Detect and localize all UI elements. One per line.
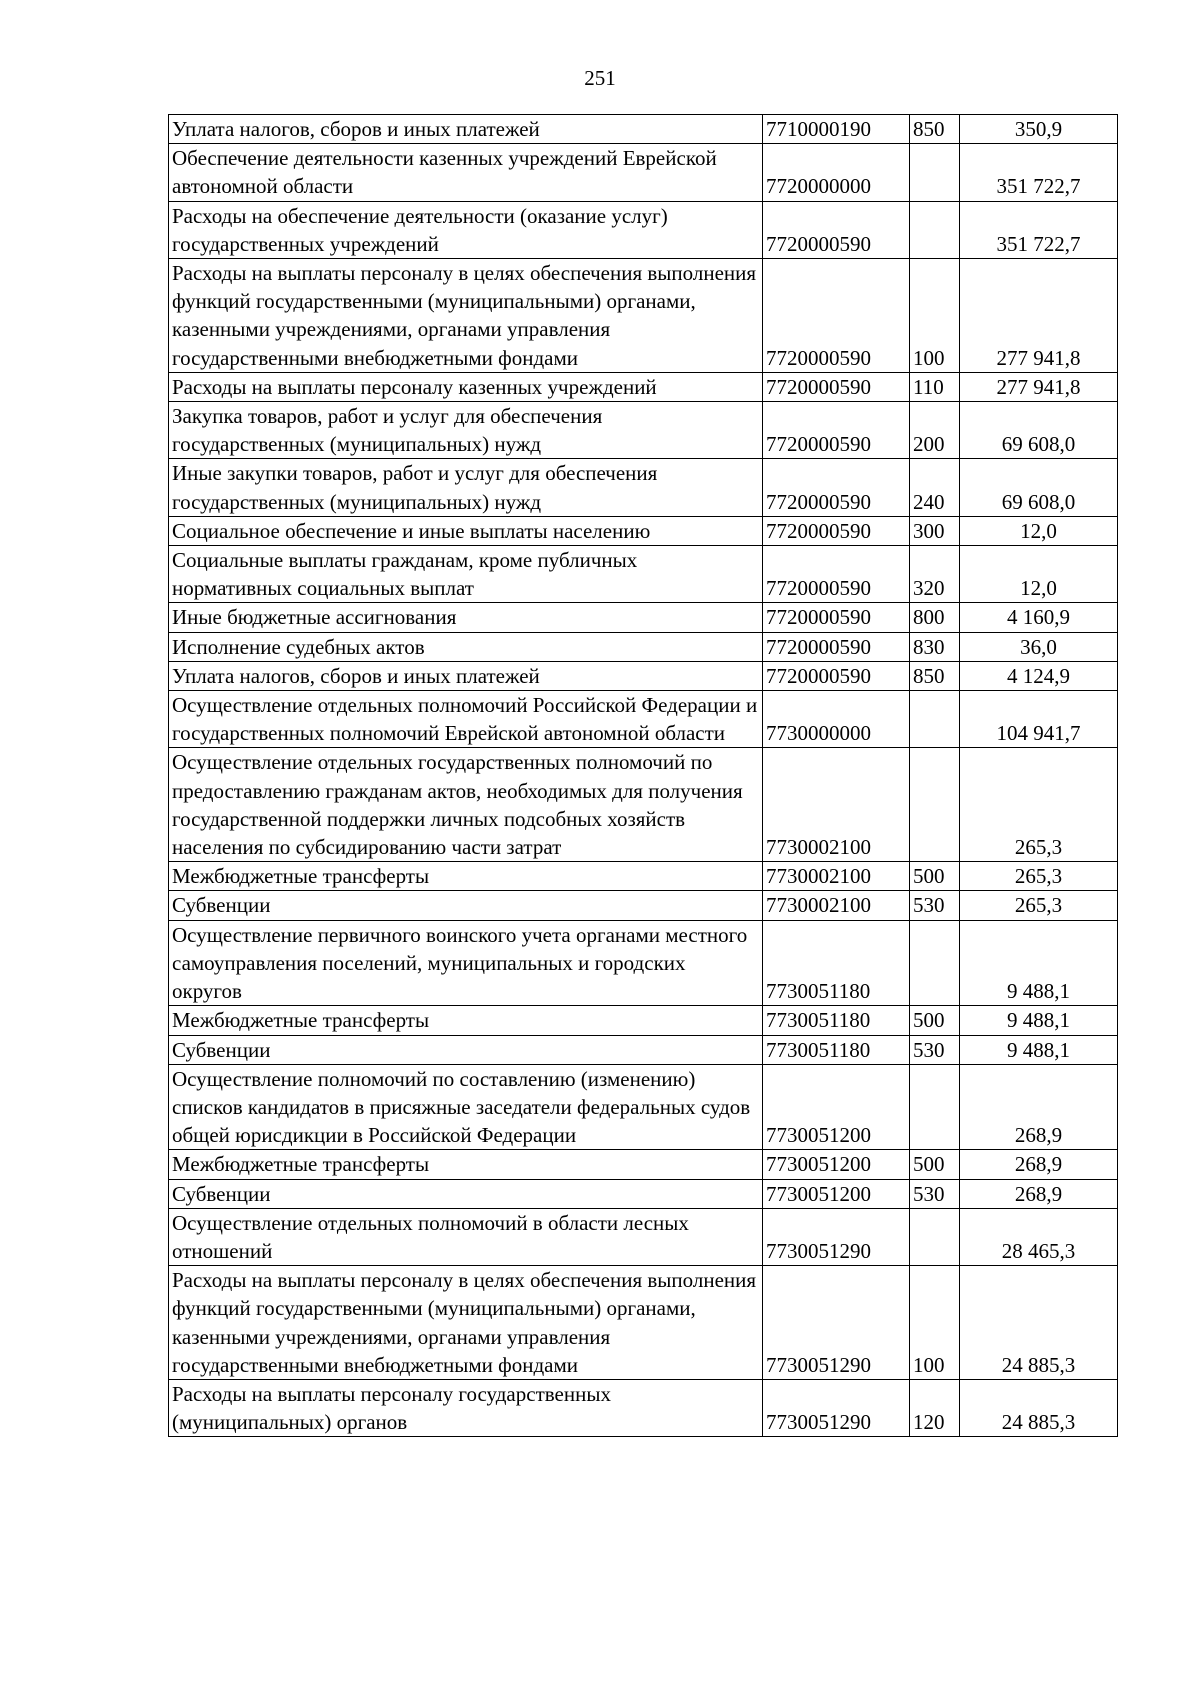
expense-name-cell: Исполнение судебных актов — [169, 632, 763, 661]
expense-name-cell: Иные бюджетные ассигнования — [169, 603, 763, 632]
expense-type-code-cell: 500 — [910, 862, 960, 891]
table-row — [169, 1035, 1118, 1064]
amount-cell: 4 124,9 — [960, 661, 1118, 690]
expense-type-code-cell: 500 — [910, 1150, 960, 1179]
amount-cell: 350,9 — [960, 115, 1118, 144]
expense-type-code-cell: 110 — [910, 372, 960, 401]
amount-cell: 265,3 — [960, 862, 1118, 891]
expense-name-cell: Межбюджетные трансферты — [169, 1006, 763, 1035]
target-article-code-cell: 7730051290 — [763, 1208, 910, 1265]
target-article-code-cell: 7720000590 — [763, 661, 910, 690]
table-row — [169, 1179, 1118, 1208]
expense-type-code-cell: 850 — [910, 661, 960, 690]
table-row — [169, 891, 1118, 920]
table-row — [169, 1266, 1118, 1380]
expense-type-code-cell — [910, 201, 960, 258]
amount-cell: 277 941,8 — [960, 372, 1118, 401]
expense-name-cell: Расходы на выплаты персоналу в целях обеспечения выполнения функций государственными (муниципальными) органами, казенными учреждениями, органами управления государственными внебюджетными фондами — [169, 259, 763, 373]
expense-name-cell: Осуществление полномочий по составлению (изменению) списков кандидатов в присяжные заседатели федеральных судов общей юрисдикции в Российской Федерации — [169, 1064, 763, 1150]
budget-table-body — [169, 115, 1118, 1437]
table-row — [169, 632, 1118, 661]
table-row — [169, 920, 1118, 1006]
expense-type-code-cell: 300 — [910, 516, 960, 545]
expense-name-cell: Осуществление отдельных полномочий в области лесных отношений — [169, 1208, 763, 1265]
amount-cell: 351 722,7 — [960, 201, 1118, 258]
table-row — [169, 603, 1118, 632]
expense-name-cell: Расходы на выплаты персоналу казенных учреждений — [169, 372, 763, 401]
expense-name-cell: Социальные выплаты гражданам, кроме публичных нормативных социальных выплат — [169, 546, 763, 603]
table-row — [169, 862, 1118, 891]
target-article-code-cell: 7730051290 — [763, 1379, 910, 1436]
expense-name-cell: Закупка товаров, работ и услуг для обеспечения государственных (муниципальных) нужд — [169, 402, 763, 459]
expense-type-code-cell — [910, 144, 960, 201]
amount-cell: 24 885,3 — [960, 1379, 1118, 1436]
amount-cell: 265,3 — [960, 748, 1118, 862]
amount-cell: 12,0 — [960, 546, 1118, 603]
expense-type-code-cell: 530 — [910, 1179, 960, 1208]
budget-table — [168, 114, 1118, 1437]
amount-cell: 265,3 — [960, 891, 1118, 920]
target-article-code-cell: 7730002100 — [763, 748, 910, 862]
amount-cell: 69 608,0 — [960, 402, 1118, 459]
amount-cell: 268,9 — [960, 1064, 1118, 1150]
expense-type-code-cell: 850 — [910, 115, 960, 144]
target-article-code-cell: 7730051200 — [763, 1150, 910, 1179]
expense-type-code-cell — [910, 920, 960, 1006]
target-article-code-cell: 7720000590 — [763, 516, 910, 545]
amount-cell: 9 488,1 — [960, 1035, 1118, 1064]
expense-name-cell: Расходы на выплаты персоналу в целях обеспечения выполнения функций государственными (муниципальными) органами, казенными учреждениями, органами управления государственными внебюджетными фондами — [169, 1266, 763, 1380]
expense-type-code-cell: 800 — [910, 603, 960, 632]
expense-name-cell: Обеспечение деятельности казенных учреждений Еврейской автономной области — [169, 144, 763, 201]
target-article-code-cell: 7730051180 — [763, 1035, 910, 1064]
target-article-code-cell: 7720000590 — [763, 546, 910, 603]
expense-name-cell: Осуществление отдельных полномочий Российской Федерации и государственных полномочий Еврейской автономной области — [169, 691, 763, 748]
expense-name-cell: Субвенции — [169, 1035, 763, 1064]
expense-name-cell: Уплата налогов, сборов и иных платежей — [169, 115, 763, 144]
target-article-code-cell: 7720000590 — [763, 459, 910, 516]
target-article-code-cell: 7730000000 — [763, 691, 910, 748]
expense-name-cell: Расходы на обеспечение деятельности (оказание услуг) государственных учреждений — [169, 201, 763, 258]
target-article-code-cell: 7730051200 — [763, 1179, 910, 1208]
expense-name-cell: Межбюджетные трансферты — [169, 862, 763, 891]
expense-type-code-cell — [910, 691, 960, 748]
expense-type-code-cell — [910, 1208, 960, 1265]
expense-name-cell: Субвенции — [169, 1179, 763, 1208]
amount-cell: 104 941,7 — [960, 691, 1118, 748]
expense-name-cell: Субвенции — [169, 891, 763, 920]
expense-name-cell: Социальное обеспечение и иные выплаты населению — [169, 516, 763, 545]
expense-type-code-cell — [910, 748, 960, 862]
table-row — [169, 115, 1118, 144]
amount-cell: 277 941,8 — [960, 259, 1118, 373]
amount-cell: 9 488,1 — [960, 1006, 1118, 1035]
table-row — [169, 516, 1118, 545]
expense-name-cell: Осуществление первичного воинского учета органами местного самоуправления поселений, муниципальных и городских округов — [169, 920, 763, 1006]
table-row — [169, 748, 1118, 862]
expense-name-cell: Расходы на выплаты персоналу государственных (муниципальных) органов — [169, 1379, 763, 1436]
expense-type-code-cell: 200 — [910, 402, 960, 459]
expense-type-code-cell: 240 — [910, 459, 960, 516]
expense-type-code-cell: 100 — [910, 1266, 960, 1380]
table-row — [169, 1006, 1118, 1035]
amount-cell: 28 465,3 — [960, 1208, 1118, 1265]
amount-cell: 4 160,9 — [960, 603, 1118, 632]
target-article-code-cell: 7720000590 — [763, 402, 910, 459]
table-row — [169, 1208, 1118, 1265]
table-row — [169, 144, 1118, 201]
amount-cell: 24 885,3 — [960, 1266, 1118, 1380]
target-article-code-cell: 7720000000 — [763, 144, 910, 201]
page-number: 251 — [584, 66, 616, 90]
target-article-code-cell: 7730051180 — [763, 1006, 910, 1035]
target-article-code-cell: 7720000590 — [763, 603, 910, 632]
table-row — [169, 259, 1118, 373]
amount-cell: 9 488,1 — [960, 920, 1118, 1006]
expense-name-cell: Уплата налогов, сборов и иных платежей — [169, 661, 763, 690]
expense-type-code-cell: 320 — [910, 546, 960, 603]
table-row — [169, 1379, 1118, 1436]
table-row — [169, 372, 1118, 401]
expense-type-code-cell: 530 — [910, 891, 960, 920]
table-row — [169, 1064, 1118, 1150]
target-article-code-cell: 7730051290 — [763, 1266, 910, 1380]
target-article-code-cell: 7730051180 — [763, 920, 910, 1006]
amount-cell: 36,0 — [960, 632, 1118, 661]
expense-name-cell: Иные закупки товаров, работ и услуг для обеспечения государственных (муниципальных) нужд — [169, 459, 763, 516]
expense-name-cell: Межбюджетные трансферты — [169, 1150, 763, 1179]
table-row — [169, 201, 1118, 258]
target-article-code-cell: 7720000590 — [763, 632, 910, 661]
table-row — [169, 402, 1118, 459]
table-row — [169, 459, 1118, 516]
amount-cell: 69 608,0 — [960, 459, 1118, 516]
target-article-code-cell: 7720000590 — [763, 372, 910, 401]
table-row — [169, 691, 1118, 748]
table-row — [169, 661, 1118, 690]
target-article-code-cell: 7720000590 — [763, 201, 910, 258]
expense-name-cell: Осуществление отдельных государственных полномочий по предоставлению гражданам актов, необходимых для получения государственной поддержки личных подсобных хозяйств населения по субсидированию части затрат — [169, 748, 763, 862]
amount-cell: 351 722,7 — [960, 144, 1118, 201]
amount-cell: 268,9 — [960, 1150, 1118, 1179]
table-row — [169, 1150, 1118, 1179]
expense-type-code-cell: 830 — [910, 632, 960, 661]
expense-type-code-cell: 100 — [910, 259, 960, 373]
expense-type-code-cell: 500 — [910, 1006, 960, 1035]
amount-cell: 268,9 — [960, 1179, 1118, 1208]
target-article-code-cell: 7730002100 — [763, 891, 910, 920]
target-article-code-cell: 7730002100 — [763, 862, 910, 891]
target-article-code-cell: 7710000190 — [763, 115, 910, 144]
expense-type-code-cell — [910, 1064, 960, 1150]
target-article-code-cell: 7720000590 — [763, 259, 910, 373]
target-article-code-cell: 7730051200 — [763, 1064, 910, 1150]
amount-cell: 12,0 — [960, 516, 1118, 545]
table-row — [169, 546, 1118, 603]
expense-type-code-cell: 530 — [910, 1035, 960, 1064]
expense-type-code-cell: 120 — [910, 1379, 960, 1436]
